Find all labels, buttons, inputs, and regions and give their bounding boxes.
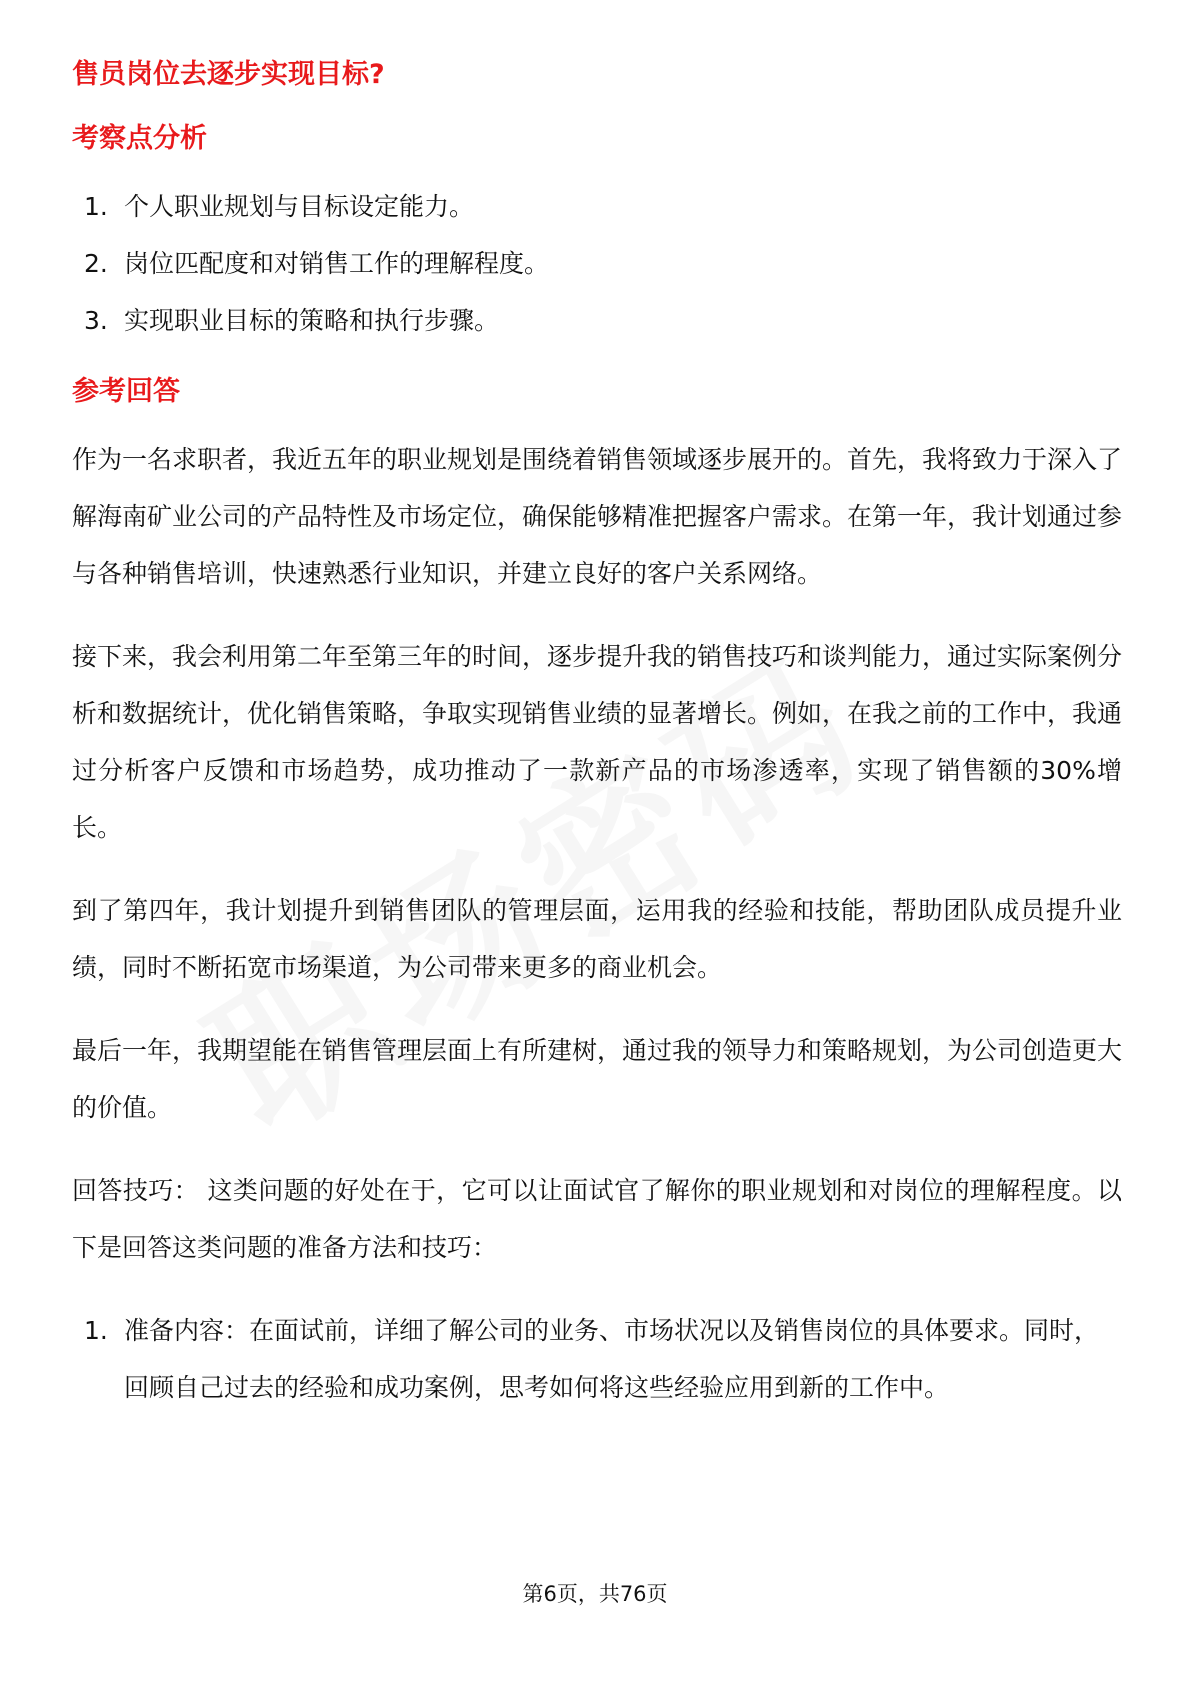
- answer-heading: 参考回答: [72, 376, 180, 407]
- page-footer: 第6页，共76页: [522, 1582, 668, 1606]
- answer-paragraph: 到了第四年，我计划提升到销售团队的管理层面，运用我的经验和技能，帮助团队成员提升业绩，同时不断拓宽市场渠道，为公司带来更多的商业机会。: [72, 896, 1122, 982]
- analysis-heading: 考察点分析: [72, 123, 207, 154]
- question-title: 售员岗位去逐步实现目标?: [72, 59, 385, 90]
- answer-paragraph: 作为一名求职者，我近五年的职业规划是围绕着销售领域逐步展开的。首先，我将致力于深入了解海南矿业公司的产品特性及市场定位，确保能够精准把握客户需求。在第一年，我计划通过参与各种销售培训，快速熟悉行业知识，并建立良好的客户关系网络。: [72, 445, 1123, 588]
- analysis-list: [72, 178, 1122, 349]
- list-item: [72, 1302, 1122, 1416]
- tips-list: [72, 1302, 1122, 1416]
- list-number: 1.: [84, 1316, 108, 1345]
- answer-paragraph: 接下来，我会利用第二年至第三年的时间，逐步提升我的销售技巧和谈判能力，通过实际案例分析和数据统计，优化销售策略，争取实现销售业绩的显著增长。例如，在我之前的工作中，我通过分析客户反馈和市场趋势，成功推动了一款新产品的市场渗透率，实现了销售额的30%增长。: [72, 642, 1123, 842]
- list-item-text: 实现职业目标的策略和执行步骤。: [124, 306, 500, 335]
- document-content: [72, 54, 1122, 1416]
- list-number: 3.: [84, 306, 108, 335]
- list-item-text: 个人职业规划与目标设定能力。: [124, 192, 475, 221]
- tips-intro-paragraph: 回答技巧： 这类问题的好处在于，它可以让面试官了解你的职业规划和对岗位的理解程度。以下是回答这类问题的准备方法和技巧：: [72, 1176, 1122, 1262]
- list-number: 1.: [84, 192, 108, 221]
- list-item: [72, 292, 1122, 349]
- list-item-text: 准备内容：在面试前，详细了解公司的业务、市场状况以及销售岗位的具体要求。同时，回顾自己过去的经验和成功案例，思考如何将这些经验应用到新的工作中。: [124, 1316, 1100, 1402]
- list-item: [72, 235, 1122, 292]
- list-item: [72, 178, 1122, 235]
- list-number: 2.: [84, 249, 108, 278]
- answer-paragraph: 最后一年，我期望能在销售管理层面上有所建树，通过我的领导力和策略规划，为公司创造更大的价值。: [72, 1036, 1123, 1122]
- list-item-text: 岗位匹配度和对销售工作的理解程度。: [124, 249, 550, 278]
